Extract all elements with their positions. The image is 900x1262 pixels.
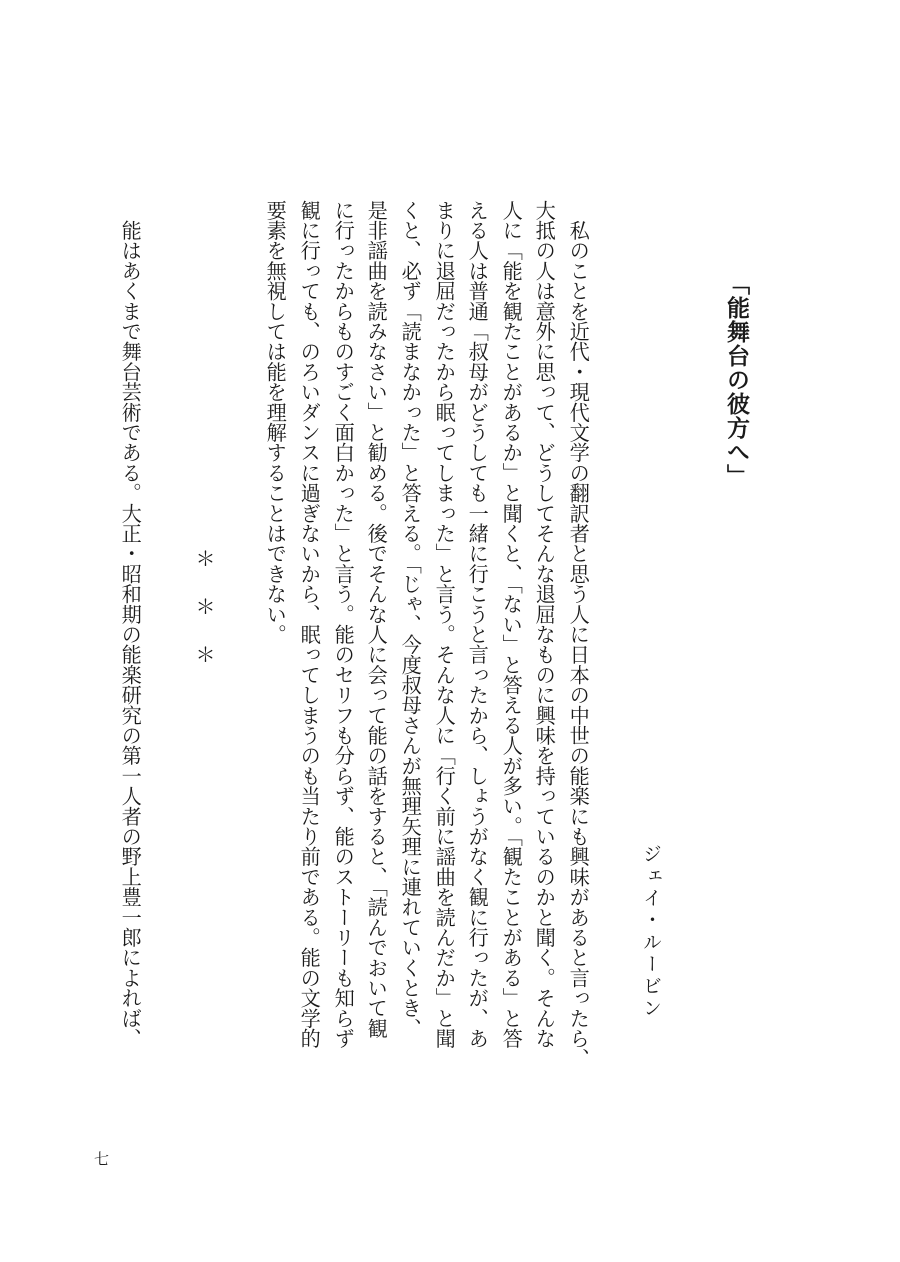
- page-number: 七: [94, 1150, 110, 1168]
- body-line: 能はあくまで舞台芸術である。大正・昭和期の能楽研究の第一人者の野上豊一郎によれば、: [118, 200, 143, 1049]
- body-line: 是非謡曲を読みなさい」と勧める。後でそんな人に会って能の話をすると、「読んでおいて観: [364, 200, 389, 1039]
- author-name: ジェイ・ルービン: [640, 844, 662, 1020]
- essay-title: 「能舞台の彼方へ」: [723, 272, 750, 488]
- body-line: くと、必ず「読まなかった」と答える。「じゃ、今度叔母さんが無理矢理に連れていくとき、: [398, 200, 423, 1039]
- body-line: 人に「能を観たことがあるか」と聞くと、「ない」と答える人が多い。「観たことがある」と答: [499, 200, 524, 1049]
- section-break: ＊＊＊: [192, 548, 216, 692]
- body-line: える人は普通「叔母がどうしても一緒に行こうと言ったから、しょうがなく観に行ったが、あ: [465, 200, 490, 1049]
- body-line: まりに退屈だったから眠ってしまった」と言う。そんな人に「行く前に謡曲を読んだか」と聞: [432, 200, 457, 1049]
- body-line: に行ったからものすごく面白かった」と言う。能のセリフも分らず、能のストーリーも知らず: [331, 200, 356, 1049]
- body-line: 大抵の人は意外に思って、どうしてそんな退屈なものに興味を持っているのかと聞く。そんな: [532, 200, 557, 1049]
- body-line: 観に行っても、のろいダンスに過ぎないから、眠ってしまうのも当たり前である。能の文学的: [297, 200, 322, 1049]
- body-line: 私のことを近代・現代文学の翻訳者と思う人に日本の中世の能楽にも興味があると言ったら、: [566, 200, 591, 1069]
- body-line: 要素を無視しては能を理解することはできない。: [263, 200, 288, 645]
